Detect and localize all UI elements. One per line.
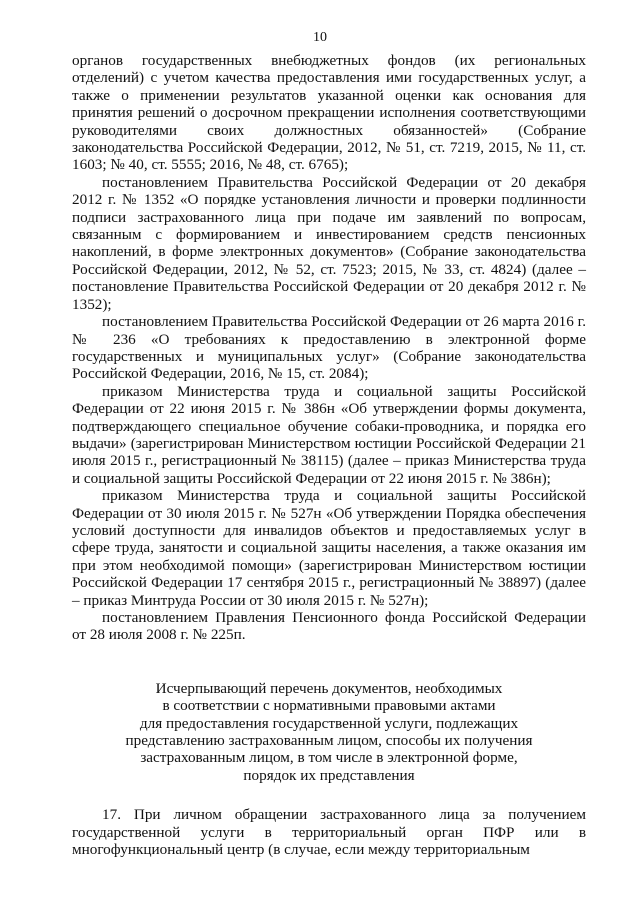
section-heading [90,680,568,784]
paragraph-order-527n: приказом Министерства труда и социальной защиты Российской Федерации от 30 июля 2015 г. № 527н «Об утверждении Порядка обеспечения условий доступности для инвалидов объектов и предоставляемых услуг в сфере труда, занятости и социальной защиты населения, а также оказания им при этом необходимой помощи» (зарегистрирован Министерством юстиции Российской Федерации 17 сентября 2015 г., регистрационный № 38897) (далее – приказ Минтруда России от 30 июля 2015 г. № 527н); [72,487,586,609]
paragraph-continuation: органов государственных внебюджетных фондов (их региональных отделений) с учетом качества предоставления ими государственных услуг, а также о применении результатов указанной оценки как основания для принятия решений о досрочном прекращении исполнения соответствующими руководителями своих должностных обязанностей» (Собрание законодательства Российской Федерации, 2012, № 51, ст. 7219, 2015, № 11, ст. 1603; № 40, ст. 5555; 2016, № 48, ст. 6765); [72,52,586,174]
paragraph-order-386n: приказом Министерства труда и социальной защиты Российской Федерации от 22 июня 2015 г. № 386н «Об утверждении формы документа, подтверждающего специальное обучение собаки-проводника, и порядка его выдачи» (зарегистрирован Министерством юстиции Российской Федерации 21 июля 2015 г., регистрационный № 38115) (далее – приказ Министерства труда и социальной защиты Российской Федерации от 22 июня 2015 г. № 386н); [72,382,586,487]
heading-line: для предоставления государственной услуги, подлежащих [139,714,519,732]
heading-line: в соответствии с нормативными правовыми актами [162,697,496,715]
paragraph-decree-1352: постановлением Правительства Российской Федерации от 20 декабря 2012 г. № 1352 «О порядке установления личности и проверки подлинности подписи застрахованного лица при подаче им заявлений по вопросам, связанным с формированием и инвестированием средств пенсионных накоплений, в форме электронных документов» (Собрание законодательства Российской Федерации, 2012, № 52, ст. 7523; 2015, № 33, ст. 4824) (далее – постановление Правительства Российской Федерации от 20 декабря 2012 г. № 1352); [72,173,586,313]
paragraph-resolution-225p: постановлением Правления Пенсионного фонда Российской Федерации от 28 июля 2008 г. № 225п. [72,609,586,644]
heading-line: порядок их представления [243,766,415,784]
heading-line: Исчерпывающий перечень документов, необходимых [155,679,503,697]
heading-line: застрахованным лицом, в том числе в электронной форме, [140,749,518,767]
page-number: 10 [313,30,327,45]
paragraph-section-17: 17. При личном обращении застрахованного лица за получением государственной услуги в территориальный орган ПФР или в многофункциональный центр (в случае, если между территориальным [72,806,586,859]
heading-line: представлению застрахованным лицом, способы их получения [125,732,533,750]
paragraph-decree-236: постановлением Правительства Российской Федерации от 26 марта 2016 г. № 236 «О требованиях к предоставлению в электронной форме государственных и муниципальных услуг» (Собрание законодательства Российской Федерации, 2016, № 15, ст. 2084); [72,313,586,383]
document-body [72,52,586,858]
